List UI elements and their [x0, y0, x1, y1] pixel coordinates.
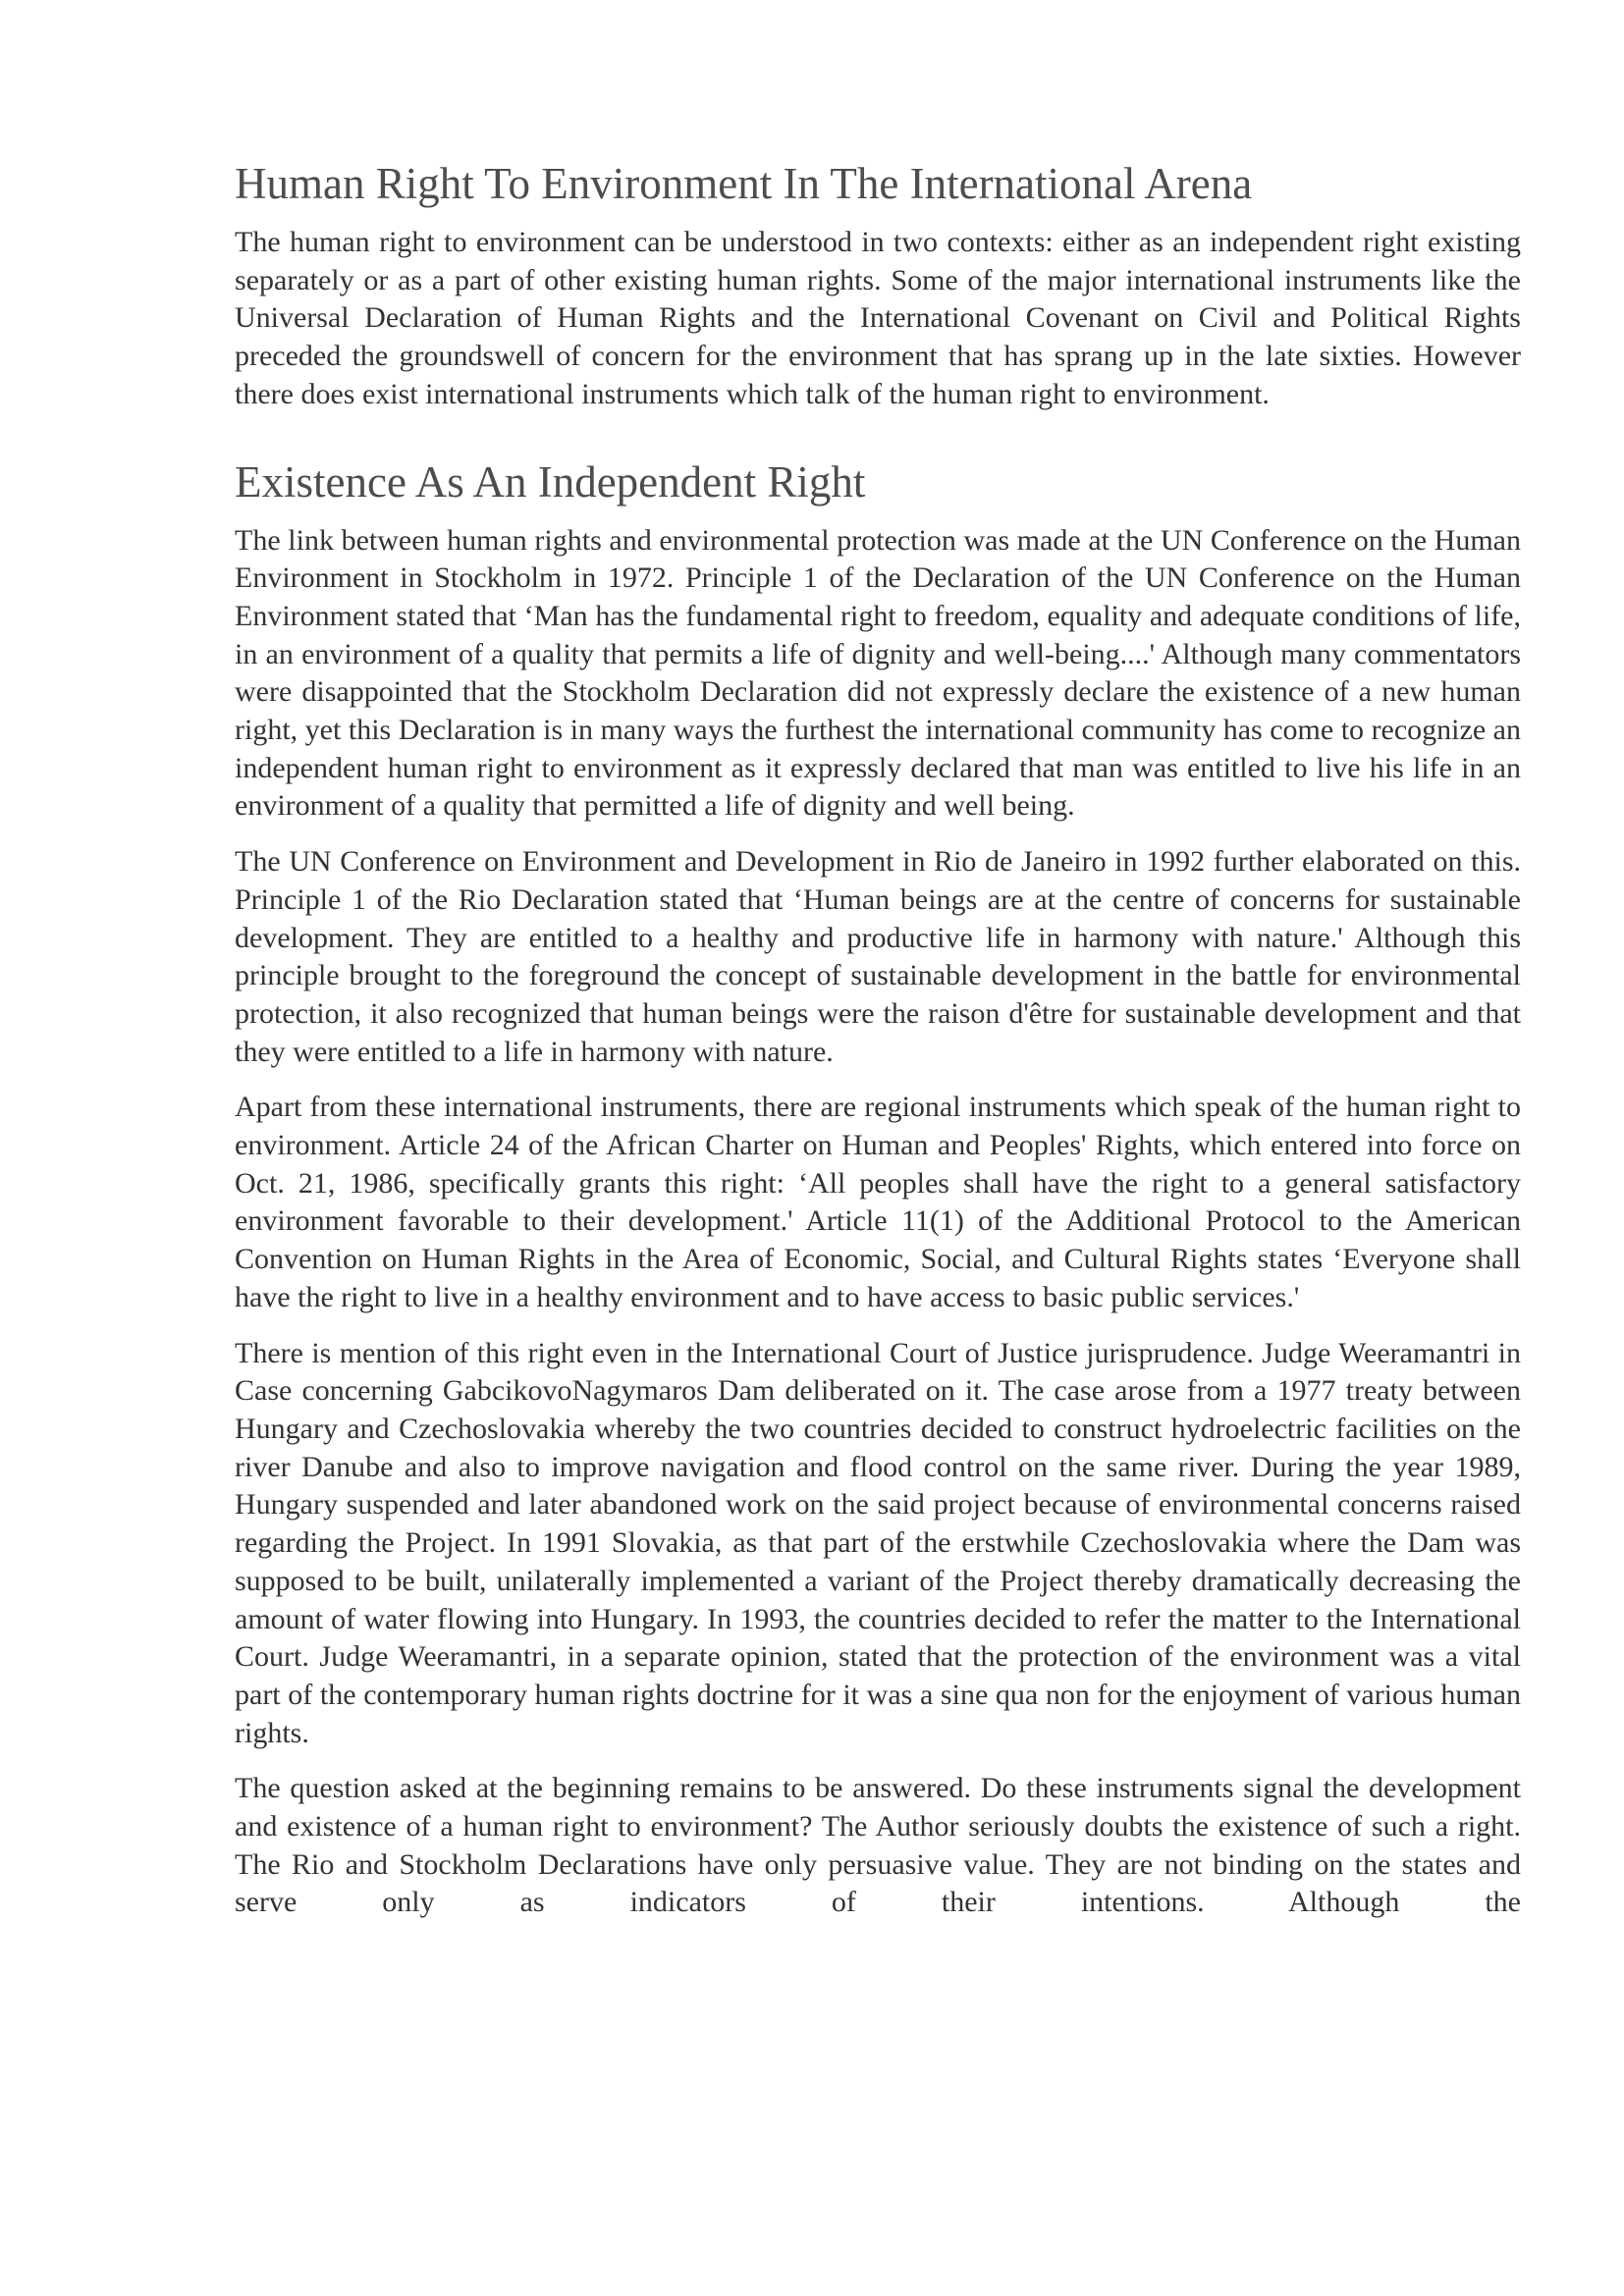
paragraph-stockholm: The link between human rights and environmental protection was made at the UN Conference on the Human Environment in Stockholm in 1972. Principle 1 of the Declaration of the UN Conference on the Human Environment stated that ‘Man has the fundamental right to freedom, equality and adequate conditions of life, in an environment of a quality that permits a life of dignity and well-being....' Although many commentators were disappointed that the Stockholm Declaration did not expressly declare the existence of a new human right, yet this Declaration is in many ways the furthest the international community has come to recognize an independent human right to environment as it expressly declared that man was entitled to live his life in an environment of a quality that permitted a life of dignity and well being.: [235, 523, 1521, 823]
paragraph-rio: The UN Conference on Environment and Development in Rio de Janeiro in 1992 further elaborated on this. Principle 1 of the Rio Declaration stated that ‘Human beings are at the centre of concerns for sustainable development. They are entitled to a healthy and productive life in harmony with nature.' Although this principle brought to the foreground the concept of sustainable development in the battle for environmental protection, it also recognized that human beings were the raison d'être for sustainable development and that they were entitled to a life in harmony with nature.: [235, 845, 1521, 1068]
paragraph-icj-jurisprudence: There is mention of this right even in the International Court of Justice jurisprudence. Judge Weeramantri in Case concerning GabcikovoNagymaros Dam deliberated on it. The case arose from a 1977 treaty between Hungary and Czechoslovakia whereby the two countries decided to construct hydroelectric facilities on the river Danube and also to improve navigation and flood control on the same river. During the year 1989, Hungary suspended and later abandoned work on the said project because of environmental concerns raised regarding the Project. In 1991 Slovakia, as that part of the erstwhile Czechoslovakia where the Dam was supposed to be built, unilaterally implemented a variant of the Project thereby dramatically decreasing the amount of water flowing into Hungary. In 1993, the countries decided to refer the matter to the International Court. Judge Weeramantri, in a separate opinion, stated that the protection of the environment was a vital part of the contemporary human rights doctrine for it was a sine qua non for the enjoyment of various human rights.: [235, 1336, 1521, 1749]
document-page: [235, 147, 1521, 1940]
paragraph-regional-instruments: Apart from these international instruments, there are regional instruments which speak of the human right to environment. Article 24 of the African Charter on Human and Peoples' Rights, which entered into force on Oct. 21, 1986, specifically grants this right: ‘All peoples shall have the right to a general satisfactory environment favorable to their development.' Article 11(1) of the Additional Protocol to the American Convention on Human Rights in the Area of Economic, Social, and Cultural Rights states ‘Everyone shall have the right to live in a healthy environment and to have access to basic public services.': [235, 1091, 1521, 1313]
paragraph-question: The question asked at the beginning remains to be answered. Do these instruments signal the development and existence of a human right to environment? The Author seriously doubts the existence of such a right. The Rio and Stockholm Declarations have only persuasive value. They are not binding on the states and serve only as indicators of their intentions. Although the: [235, 1772, 1521, 1919]
section-heading-international-arena: Human Right To Environment In The International Arena: [235, 159, 1253, 208]
paragraph-intro: The human right to environment can be understood in two contexts: either as an independent right existing separately or as a part of other existing human rights. Some of the major international instruments like the Universal Declaration of Human Rights and the International Covenant on Civil and Political Rights preceded the groundswell of concern for the environment that has sprang up in the late sixties. However there does exist international instruments which talk of the human right to environment.: [235, 226, 1521, 410]
section-heading-independent-right: Existence As An Independent Right: [235, 456, 866, 507]
